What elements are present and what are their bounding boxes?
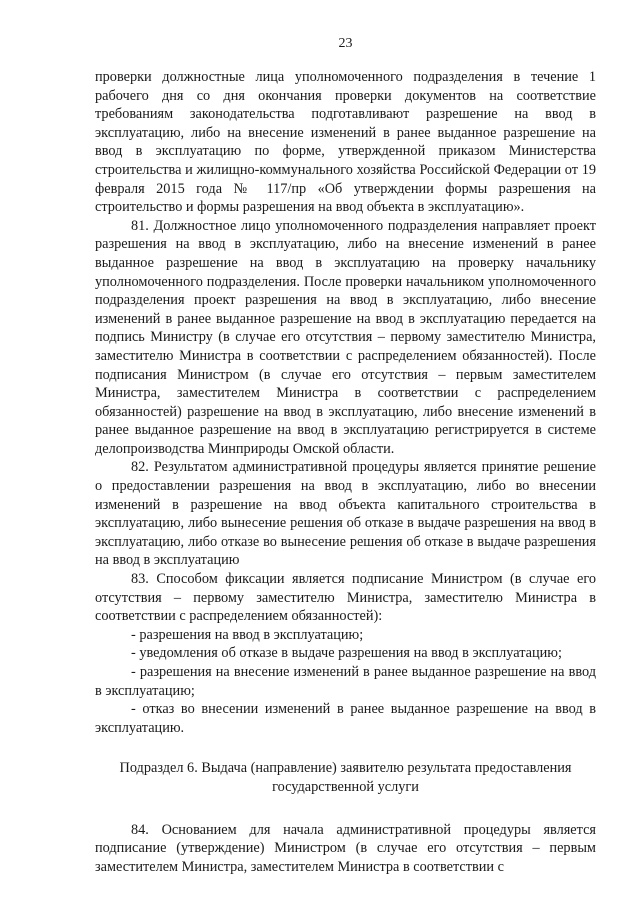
list-item: - отказ во внесении изменений в ранее выданное разрешение на ввод в эксплуатацию. [95, 701, 596, 736]
list-item: - уведомления об отказе в выдаче разрешения на ввод в эксплуатацию; [131, 645, 562, 662]
list-item: - разрешения на внесение изменений в ранее выданное разрешение на ввод в эксплуатацию; [95, 664, 596, 699]
paragraph-83: 83. Способом фиксации является подписание Министром (в случае его отсутствия – первому заместителю Министра, заместителю Министра в соответствии с распределением обязанностей): [95, 571, 596, 625]
page-number: 23 [338, 36, 353, 51]
paragraph-81: 81. Должностное лицо уполномоченного подразделения направляет проект разрешения на ввод в эксплуатацию, либо на внесение изменений в ранее выданное разрешение на ввод в эксплуатацию на проверку начальнику уполномоченного подразделения. После проверки начальником уполномоченного подразделения проект разрешения на ввод в эксплуатацию, либо внесение изменений в ранее выданное разрешение на ввод в эксплуатацию передается на подпись Министру (в случае его отсутствия – первому заместителю Министра, заместителю Министра в соответствии с распределением обязанностей). После подписания Министром (в случае его отсутствия – первым заместителем Министра, заместителем Министра в соответствии с распределением обязанностей) разрешение на ввод в эксплуатацию, либо внесение изменений в ранее выданное разрешение на ввод в эксплуатацию регистрируется в системе делопроизводства Минприроды Омской области. [95, 217, 596, 457]
paragraph-intro: проверки должностные лица уполномоченного подразделения в течение 1 рабочего дня со дня окончания проверки документов на соответствие требованиям законодательства подготавливают разрешение на ввод в эксплуатацию, либо на внесение изменений в ранее выданное разрешение на ввод в эксплуатацию по форме, утвержденной приказом Министерства строительства и жилищно-коммунального хозяйства Российской Федерации от 19 февраля 2015 года № 117/пр «Об утверждении формы разрешения на строительство и формы разрешения на ввод объекта в эксплуатацию». [95, 69, 596, 216]
paragraph-82: 82. Результатом административной процедуры является принятие решение о предоставлении разрешения на ввод в эксплуатацию, либо во внесении изменений в разрешение на ввод объекта капитального строительства в эксплуатацию, либо вынесение решения об отказе в выдаче разрешения на ввод в эксплуатацию, либо отказе во вынесение решения об отказе в выдаче разрешения на ввод в эксплуатацию [95, 459, 596, 569]
subsection-title: Подраздел 6. Выдача (направление) заявителю результата предоставления государственной услуги [119, 760, 572, 795]
list-83 [95, 626, 596, 738]
list-item: - разрешения на ввод в эксплуатацию; [131, 626, 364, 643]
paragraph-84: 84. Основанием для начала административной процедуры является подписание (утверждение) Министром (в случае его отсутствия – первым заместителем Министра, заместителем Министра в соответствии с [95, 821, 596, 875]
